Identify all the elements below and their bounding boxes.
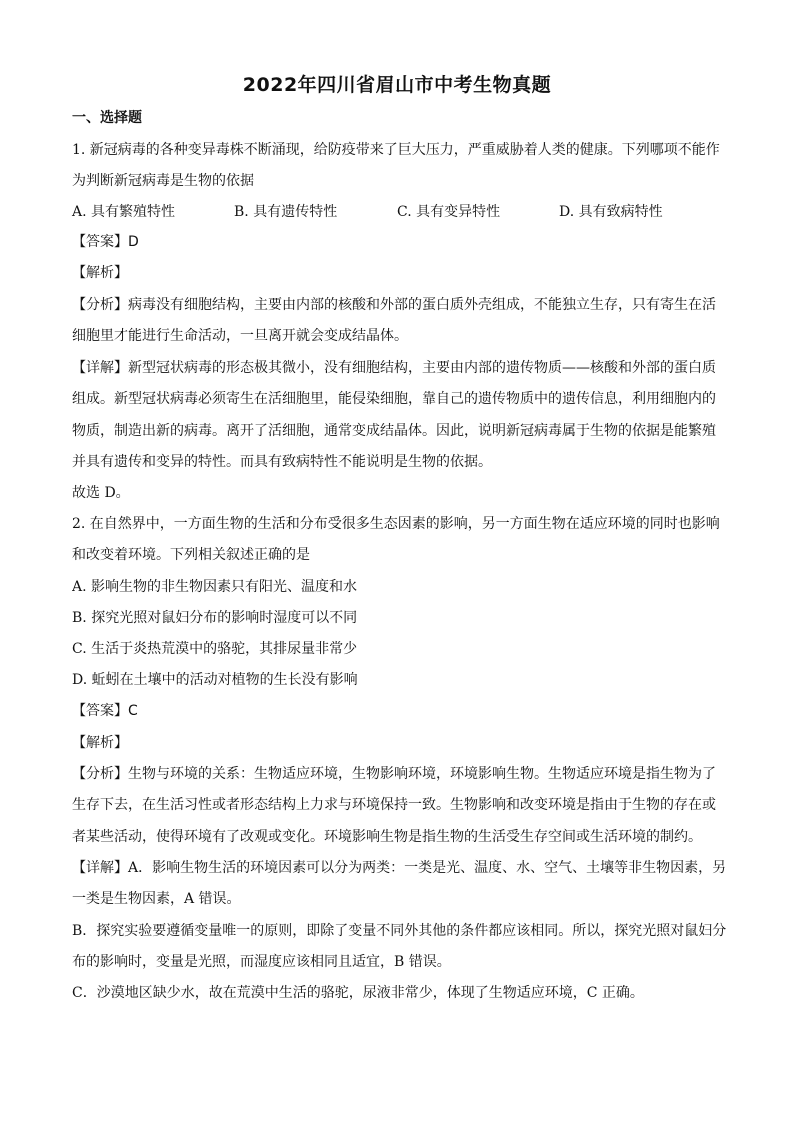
q1-option-c: C. 具有变异特性 [397, 204, 501, 220]
q2-option-d: D. 蚯蚓在土壤中的活动对植物的生长没有影响 [72, 672, 358, 688]
q2-c-line-1: C．沙漠地区缺少水，故在荒漠中生活的骆驼，尿液非常少，体现了生物适应环境，C 正确。 [72, 985, 644, 1001]
q1-option-a: A. 具有繁殖特性 [72, 204, 176, 220]
q1-answer: 【答案】D [72, 234, 139, 250]
q1-analysis-label: 【解析】 [72, 265, 128, 281]
q1-xiangjie-line-4: 并具有遗传和变异的特性。而具有致病特性不能说明是生物的依据。 [72, 454, 492, 470]
q1-option-d: D. 具有致病特性 [559, 204, 663, 220]
q2-fenxi-line-3: 者某些活动，使得环境有了改观或变化。环境影响生物是指生物的生活受生存空间或生活环境的制约。 [72, 829, 702, 845]
q1-xiangjie-line-1: 【详解】新型冠状病毒的形态极其微小，没有细胞结构，主要由内部的遗传物质——核酸和外部的蛋白质 [72, 360, 716, 376]
q2-option-b: B. 探究光照对鼠妇分布的影响时湿度可以不同 [72, 610, 358, 626]
q2-answer: 【答案】C [72, 703, 138, 719]
q2-stem-line-1: 2. 在自然界中，一方面生物的生活和分布受很多生态因素的影响，另一方面生物在适应环境的同时也影响 [72, 516, 720, 532]
q2-b-line-1: B．探究实验要遵循变量唯一的原则，即除了变量不同外其他的条件都应该相同。所以，探究光照对鼠妇分 [72, 923, 727, 939]
q1-stem-line-1: 1. 新冠病毒的各种变异毒株不断涌现，给防疫带来了巨大压力，严重威胁着人类的健康。下列哪项不能作 [72, 142, 720, 158]
q2-option-a: A. 影响生物的非生物因素只有阳光、温度和水 [72, 579, 358, 595]
q2-b-line-2: 布的影响时，变量是光照，而湿度应该相同且适宜，B 错误。 [72, 954, 451, 970]
q1-fenxi-line-2: 细胞里才能进行生命活动，一旦离开就会变成结晶体。 [72, 328, 408, 344]
q2-xiangjie-line-2: 一类是生物因素，A 错误。 [72, 891, 241, 907]
q2-fenxi-line-2: 生存下去，在生活习性或者形态结构上力求与环境保持一致。生物影响和改变环境是指由于生物的存在或 [72, 797, 716, 813]
q2-stem-line-2: 和改变着环境。下列相关叙述正确的是 [72, 547, 310, 563]
q1-xiangjie-line-3: 物质，制造出新的病毒。离开了活细胞，通常变成结晶体。因此，说明新冠病毒属于生物的依据是能繁殖 [72, 423, 716, 439]
q1-stem-line-2: 为判断新冠病毒是生物的依据 [72, 173, 254, 189]
q2-analysis-label: 【解析】 [72, 735, 128, 751]
q1-xiangjie-line-2: 组成。新型冠状病毒必须寄生在活细胞里，能侵染细胞，靠自己的遗传物质中的遗传信息，利用细胞内的 [72, 391, 716, 407]
q2-fenxi-line-1: 【分析】生物与环境的关系：生物适应环境，生物影响环境，环境影响生物。生物适应环境是指生物为了 [72, 766, 716, 782]
q1-option-b: B. 具有遗传特性 [234, 204, 338, 220]
q2-xiangjie-line-1: 【详解】A．影响生物生活的环境因素可以分为两类：一类是光、温度、水、空气、土壤等非生物因素，另 [72, 860, 727, 876]
page-title: 2022年四川省眉山市中考生物真题 [242, 74, 552, 96]
q1-fenxi-line-1: 【分析】病毒没有细胞结构，主要由内部的核酸和外部的蛋白质外壳组成，不能独立生存，只有寄生在活 [72, 297, 716, 313]
q2-option-c: C. 生活于炎热荒漠中的骆驼，其排尿量非常少 [72, 641, 358, 657]
section-heading: 一、选择题 [72, 110, 142, 126]
q1-conclusion: 故选 D。 [72, 485, 130, 501]
